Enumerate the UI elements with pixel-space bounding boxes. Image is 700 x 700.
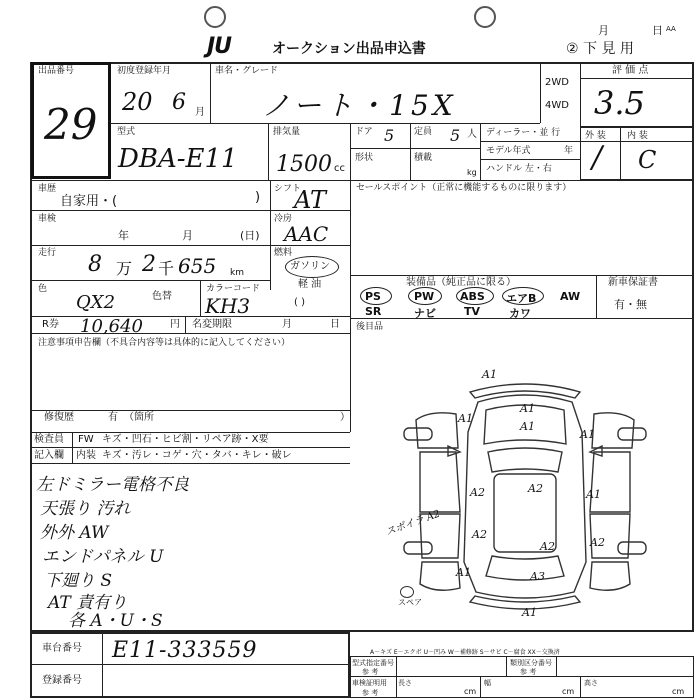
shift-divider [270, 180, 271, 290]
displacement-unit: cc [334, 163, 345, 174]
first-reg-month-unit: 月 [195, 107, 205, 118]
doors-mid-line [350, 148, 480, 149]
reg-expiry-label: 名変期限 [192, 319, 232, 330]
inspection-year: 年 [118, 229, 129, 242]
diagram-mark-right-rear-door: A2 [590, 536, 605, 549]
reference-col-4 [480, 676, 481, 698]
row3-top-line [30, 180, 694, 181]
recycle-top-line [30, 316, 350, 317]
displacement-label: 排気量 [273, 127, 301, 137]
mileage-top-line [30, 245, 350, 246]
binder-hole-right [474, 6, 496, 28]
cert-ref: 参 考 [362, 689, 379, 697]
mileage-value-3: 655 [178, 254, 217, 278]
car-name-label: 車名・グレード [215, 66, 279, 76]
equip-airbag-circle [502, 287, 544, 305]
cert-label: 車検証明用 [352, 679, 387, 687]
note-line-6: AT 責有り [48, 593, 128, 613]
first-reg-month: 6 [172, 90, 186, 115]
warranty-divider [596, 275, 597, 318]
note-line-5: 下廻り S [44, 571, 113, 591]
repair-top-line [30, 410, 350, 411]
equip-airbag: エアB [506, 292, 537, 305]
inspector-fw: FW [78, 434, 94, 445]
repair-close: ） [340, 412, 350, 423]
dealer-line-1 [480, 141, 580, 142]
diagram-mark-hood: A1 [520, 402, 535, 415]
diagram-mark-roof-front: A1 [520, 420, 535, 433]
first-reg-label: 初度登録年月 [117, 66, 172, 76]
warranty-value: 有・無 [614, 298, 647, 311]
equipment-label: 装備品（純正品に限る） [406, 277, 516, 288]
dealer-label: ディーラー・並 行 [486, 128, 561, 138]
reference-col-2 [506, 656, 507, 676]
inspector-divider [72, 432, 73, 463]
rating-label: 評 価 点 [612, 65, 649, 76]
model-year-unit: 年 [564, 146, 574, 156]
color-value: QX2 [76, 292, 116, 313]
diagram-mark-left-fender: A1 [458, 412, 473, 425]
exterior-label: 外 装 [585, 131, 606, 141]
color-code-label: カラーコード [206, 284, 261, 294]
recycle-unit: 円 [170, 319, 180, 330]
spare-label: スペア [398, 598, 422, 607]
left-col-divider [350, 180, 351, 432]
ju-logo: JU [207, 34, 232, 59]
diagram-mark-roof: A2 [528, 482, 543, 495]
vin-value: E11-333559 [112, 638, 258, 663]
car-type-close: ) [255, 190, 261, 205]
capacity-label: 定員 [414, 127, 433, 137]
ac-label: 冷房 [274, 214, 293, 224]
model-value: DBA-E11 [118, 144, 238, 174]
equip-sr: SR [365, 305, 382, 318]
form-title: オークション出品申込書 [272, 41, 426, 57]
entry-items: キズ・汚レ・コゲ・穴・タバ・キレ・破レ [102, 450, 292, 461]
entry-interior: 内装 [76, 450, 96, 461]
equip-abs-circle [456, 287, 494, 305]
load-label: 積載 [414, 153, 433, 163]
equip-navi: ナビ [414, 307, 436, 320]
diagram-side-note: スポイラ A2 [384, 508, 442, 539]
doors-divider [410, 123, 411, 180]
dealer-divider [480, 123, 481, 180]
condition-divider [620, 127, 621, 180]
car-type-value: 自家用・( [60, 194, 118, 209]
recycle-bottom-line [30, 333, 350, 334]
repair-place: （箇所 [124, 412, 154, 423]
drive-divider [540, 62, 541, 123]
recycle-divider [185, 316, 186, 333]
color-label: 色 [38, 284, 48, 294]
equip-tv: TV [464, 305, 481, 318]
shift-label: シフト [274, 184, 302, 194]
fuel-gasoline: ガソリン [290, 261, 330, 272]
model-label: 型式 [117, 127, 136, 137]
color-change-label: 色替 [152, 291, 172, 302]
exterior-value: / [592, 140, 603, 175]
type-no-label: 型式指定番号 [352, 659, 394, 667]
damage-legend: A－キズ E－エクボ U－凹み W－補修跡 S－サビ C－腐食 XX－交換済 [370, 649, 560, 656]
fuel-gasoline-circle [285, 256, 339, 278]
reg-expiry-month: 月 [282, 319, 292, 330]
height-label: 高さ [584, 679, 598, 687]
diagram-mark-rear-window: A3 [530, 570, 545, 583]
doors-value: 5 [384, 126, 395, 145]
width-label: 幅 [484, 679, 491, 687]
equip-leather: カワ [509, 307, 531, 320]
rating-value: 3.5 [594, 84, 645, 122]
date-aa-label: AA [666, 25, 676, 33]
note-line-4: エンドパネル U [42, 547, 164, 567]
car-type-label: 車歴 [38, 184, 57, 194]
inspector-label: 検査員 [34, 434, 64, 445]
binder-hole-left [204, 6, 226, 28]
notes-label: 注意事項申告欄（不具合内容等は具体的に記入してください） [38, 338, 291, 348]
diagram-mark-trunk: A2 [540, 540, 555, 553]
cat-no-ref: 参 考 [520, 668, 537, 676]
drive-4wd: 4WD [545, 100, 569, 111]
reference-col-1 [396, 656, 397, 698]
height-unit: cm [672, 687, 685, 696]
diagram-mark-rear-bumper: A1 [522, 606, 537, 619]
inspector-bottom-line [30, 463, 350, 464]
warranty-label: 新車保証書 [608, 277, 658, 288]
inspector-top-line [30, 432, 350, 433]
equip-abs: ABS [460, 290, 485, 303]
reference-col-3 [556, 656, 557, 676]
ac-value: AAC [284, 222, 329, 246]
equip-ps-circle [360, 287, 392, 305]
note-line-7: 各 A・U・S [68, 611, 163, 631]
recycle-value: 10,640 [80, 316, 143, 337]
first-reg-year: 20 [122, 88, 153, 116]
diagram-mark-right-fender: A1 [580, 428, 595, 441]
equip-ps: PS [365, 290, 381, 303]
interior-label: 内 装 [627, 131, 648, 141]
date-month-label: 月 [598, 24, 609, 37]
model-year-label: モデル年式 [486, 146, 531, 156]
inspector-mid-line [30, 447, 350, 448]
vin-divider-line [30, 664, 350, 665]
mileage-value-2: 2 [142, 252, 156, 277]
reg-expiry-day: 日 [330, 319, 340, 330]
lot-number-value: 29 [44, 100, 98, 149]
color-code-value: KH3 [205, 294, 251, 318]
inspection-label: 車検 [38, 214, 57, 224]
rear-seat-label: 後目品 [356, 322, 384, 332]
shift-value: AT [294, 186, 327, 214]
model-divider [268, 123, 269, 180]
handle-label: ハンドル 左・右 [486, 164, 552, 174]
color-top-line [30, 280, 270, 281]
lot-number-label: 出品番号 [38, 66, 75, 76]
equip-pw-circle [408, 287, 442, 305]
car-name-value: ノート・15X [262, 89, 457, 122]
mileage-unit-3: km [230, 268, 244, 278]
doors-label: ドア [355, 127, 373, 137]
sales-point-label: セールスポイント（正常に機能するものに限ります） [356, 183, 572, 193]
note-line-1: 左ドミラー電格不良 [36, 475, 189, 495]
diagram-mark-right-quarter: A1 [586, 488, 601, 501]
load-unit: kg [467, 168, 477, 177]
mileage-unit-1: 万 [116, 259, 133, 278]
vin-label-divider [102, 632, 103, 698]
inspection-top-line [30, 210, 350, 211]
copy-label: ② 下 見 用 [566, 41, 634, 57]
equipment-top-line [350, 275, 694, 276]
dealer-line-2 [480, 159, 580, 160]
capacity-value: 5 [450, 126, 461, 145]
type-no-ref: 参 考 [362, 668, 379, 676]
mileage-unit-2: 千 [158, 259, 175, 278]
equipment-bottom-line [350, 318, 694, 319]
repair-has: 有 [108, 412, 118, 423]
inspection-day: (日) [240, 229, 260, 242]
shape-label: 形状 [355, 153, 374, 163]
fuel-paren: ( ) [294, 297, 305, 308]
displacement-divider [350, 123, 351, 180]
inspection-month: 月 [182, 229, 193, 242]
length-unit: cm [464, 687, 477, 696]
entry-label: 記入欄 [34, 450, 64, 461]
drive-2wd: 2WD [545, 77, 569, 88]
note-line-3: 外外 AW [40, 523, 109, 543]
interior-value: C [638, 146, 657, 174]
diagram-mark-front-bumper: A1 [482, 368, 497, 381]
recycle-label: R券 [42, 319, 59, 330]
mileage-value-1: 8 [88, 252, 102, 277]
mileage-label: 走行 [38, 248, 57, 258]
repair-label: 修復歴 [44, 412, 74, 423]
reg-no-label: 登録番号 [42, 675, 82, 686]
length-label: 長さ [398, 679, 412, 687]
width-unit: cm [562, 687, 575, 696]
fuel-label: 燃料 [274, 248, 293, 258]
cat-no-label: 類別区分番号 [510, 659, 552, 667]
color-code-divider [200, 280, 201, 316]
equip-pw: PW [414, 290, 435, 303]
displacement-value: 1500 [276, 152, 332, 177]
fuel-diesel: 軽 油 [298, 279, 322, 290]
date-day-label: 日 [652, 24, 663, 37]
inspector-items: キズ・凹石・ヒビ割・リペア跡・X要 [102, 434, 269, 445]
note-line-2: 天張り 汚れ [40, 499, 131, 519]
spare-tire-icon [400, 586, 414, 598]
vin-label: 車台番号 [42, 643, 82, 654]
capacity-unit: 人 [467, 129, 477, 140]
diagram-mark-left-quarter: A1 [456, 566, 471, 579]
rating-label-line [580, 78, 694, 79]
diagram-mark-left-rear-door: A2 [472, 528, 487, 541]
firstreg-divider [210, 62, 211, 123]
diagram-mark-left-front-door: A2 [470, 486, 485, 499]
car-damage-diagram [360, 362, 690, 617]
equip-aw: AW [560, 290, 581, 303]
reference-col-5 [580, 676, 581, 698]
